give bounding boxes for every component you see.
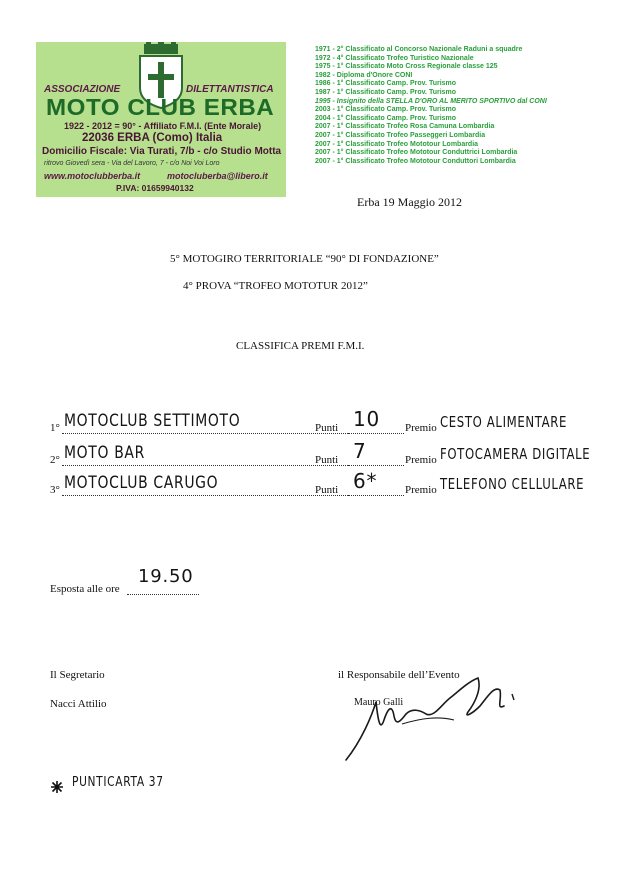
prize-label: Premio	[405, 484, 437, 496]
association-label: ASSOCIAZIONE	[44, 84, 121, 95]
result-prize: TELEFONO CELLULARE	[440, 475, 585, 493]
prize-label: Premio	[405, 454, 437, 466]
club-city: 22036 ERBA (Como) Italia	[82, 132, 223, 144]
secretary-name: Nacci Attilio	[50, 698, 107, 710]
result-points: 7	[353, 439, 367, 463]
result-row	[50, 408, 610, 436]
result-row	[50, 470, 610, 498]
achievement-item: 2007 - 1° Classificato Trofeo Mototour Lombardia	[315, 140, 479, 148]
event-title: 5° MOTOGIRO TERRITORIALE “90° DI FONDAZIONE”	[170, 253, 439, 265]
achievement-item: 1987 - 1° Classificato Camp. Prov. Turismo	[315, 88, 457, 96]
achievement-item: 1975 - 1° Classificato Moto Cross Regionale classe 125	[315, 63, 498, 71]
manager-label: il Responsabile dell’Evento	[338, 669, 460, 681]
result-position: 2°	[50, 454, 60, 466]
achievement-item: 2007 - 1° Classificato Trofeo Mototour Conduttori Lombardia	[315, 157, 516, 165]
achievement-item: 2007 - 1° Classificato Trofeo Passeggeri Lombardia	[315, 131, 486, 139]
club-tagline: 1922 - 2012 = 90° - Affiliato F.M.I. (Ente Morale)	[64, 121, 262, 131]
ranking-title: CLASSIFICA PREMI F.M.I.	[236, 340, 365, 352]
document-date: Erba 19 Maggio 2012	[357, 195, 462, 209]
dotted-line	[348, 433, 404, 434]
achievement-item: 2004 - 1° Classificato Camp. Prov. Turismo	[315, 114, 457, 122]
exposed-time: 19.50	[138, 566, 194, 587]
secretary-label: Il Segretario	[50, 669, 105, 681]
footnote: PUNTICARTA 37	[72, 775, 164, 790]
dilettantistica-label: DILETTANTISTICA	[186, 84, 274, 95]
manager-name: Mauro Galli	[354, 697, 404, 708]
result-name: MOTOCLUB SETTIMOTO	[64, 411, 241, 431]
result-prize: CESTO ALIMENTARE	[440, 413, 568, 431]
result-points: 6*	[353, 469, 378, 493]
achievement-item: 1986 - 1° Classificato Camp. Prov. Turismo	[315, 80, 457, 88]
achievement-item: 2007 - 1° Classificato Trofeo Mototour Conduttrici Lombardia	[315, 149, 518, 157]
achievements-list	[315, 46, 605, 166]
points-label: Punti	[315, 484, 339, 496]
club-email: motocluberba@libero.it	[167, 171, 268, 181]
dotted-line	[348, 465, 404, 466]
result-row	[50, 440, 610, 468]
points-label: Punti	[315, 422, 339, 434]
exposed-label: Esposta alle ore	[50, 583, 120, 595]
dotted-line	[127, 594, 199, 595]
handwritten-signature	[342, 660, 532, 770]
result-position: 3°	[50, 484, 60, 496]
result-prize: FOTOCAMERA DIGITALE	[440, 445, 591, 463]
letterhead	[36, 42, 286, 197]
asterisk-icon	[50, 780, 64, 794]
club-vat-number: P.IVA: 01659940132	[116, 183, 194, 193]
result-name: MOTO BAR	[64, 443, 145, 463]
result-points: 10	[353, 407, 381, 431]
club-name: MOTO CLUB ERBA	[46, 94, 275, 120]
event-subtitle: 4° PROVA “TROFEO MOTOTUR 2012”	[183, 280, 368, 292]
achievement-item: 1972 - 4° Classificato Trofeo Turistico Nazionale	[315, 54, 474, 62]
achievement-item: 1982 - Diploma d'Onore CONI	[315, 71, 413, 79]
achievement-item: 1971 - 2° Classificato al Concorso Nazionale Raduni a squadre	[315, 46, 523, 53]
result-position: 1°	[50, 422, 60, 434]
achievement-item: 2003 - 1° Classificato Camp. Prov. Turismo	[315, 106, 457, 114]
achievement-item: 1995 - Insignito della STELLA D'ORO AL MERITO SPORTIVO dal CONI	[315, 97, 547, 105]
points-label: Punti	[315, 454, 339, 466]
prize-label: Premio	[405, 422, 437, 434]
result-name: MOTOCLUB CARUGO	[64, 473, 219, 493]
club-website: www.motoclubberba.it	[44, 171, 141, 181]
achievement-item: 2007 - 1° Classificato Trofeo Rosa Camuna Lombardia	[315, 123, 495, 131]
club-domicilio: Domicilio Fiscale: Via Turati, 7/b - c/o Studio Motta	[42, 146, 282, 157]
dotted-line	[348, 495, 404, 496]
club-meeting-place: ritrovo Giovedì sera - Via del Lavoro, 7 - c/o Noi Voi Loro	[44, 160, 220, 167]
